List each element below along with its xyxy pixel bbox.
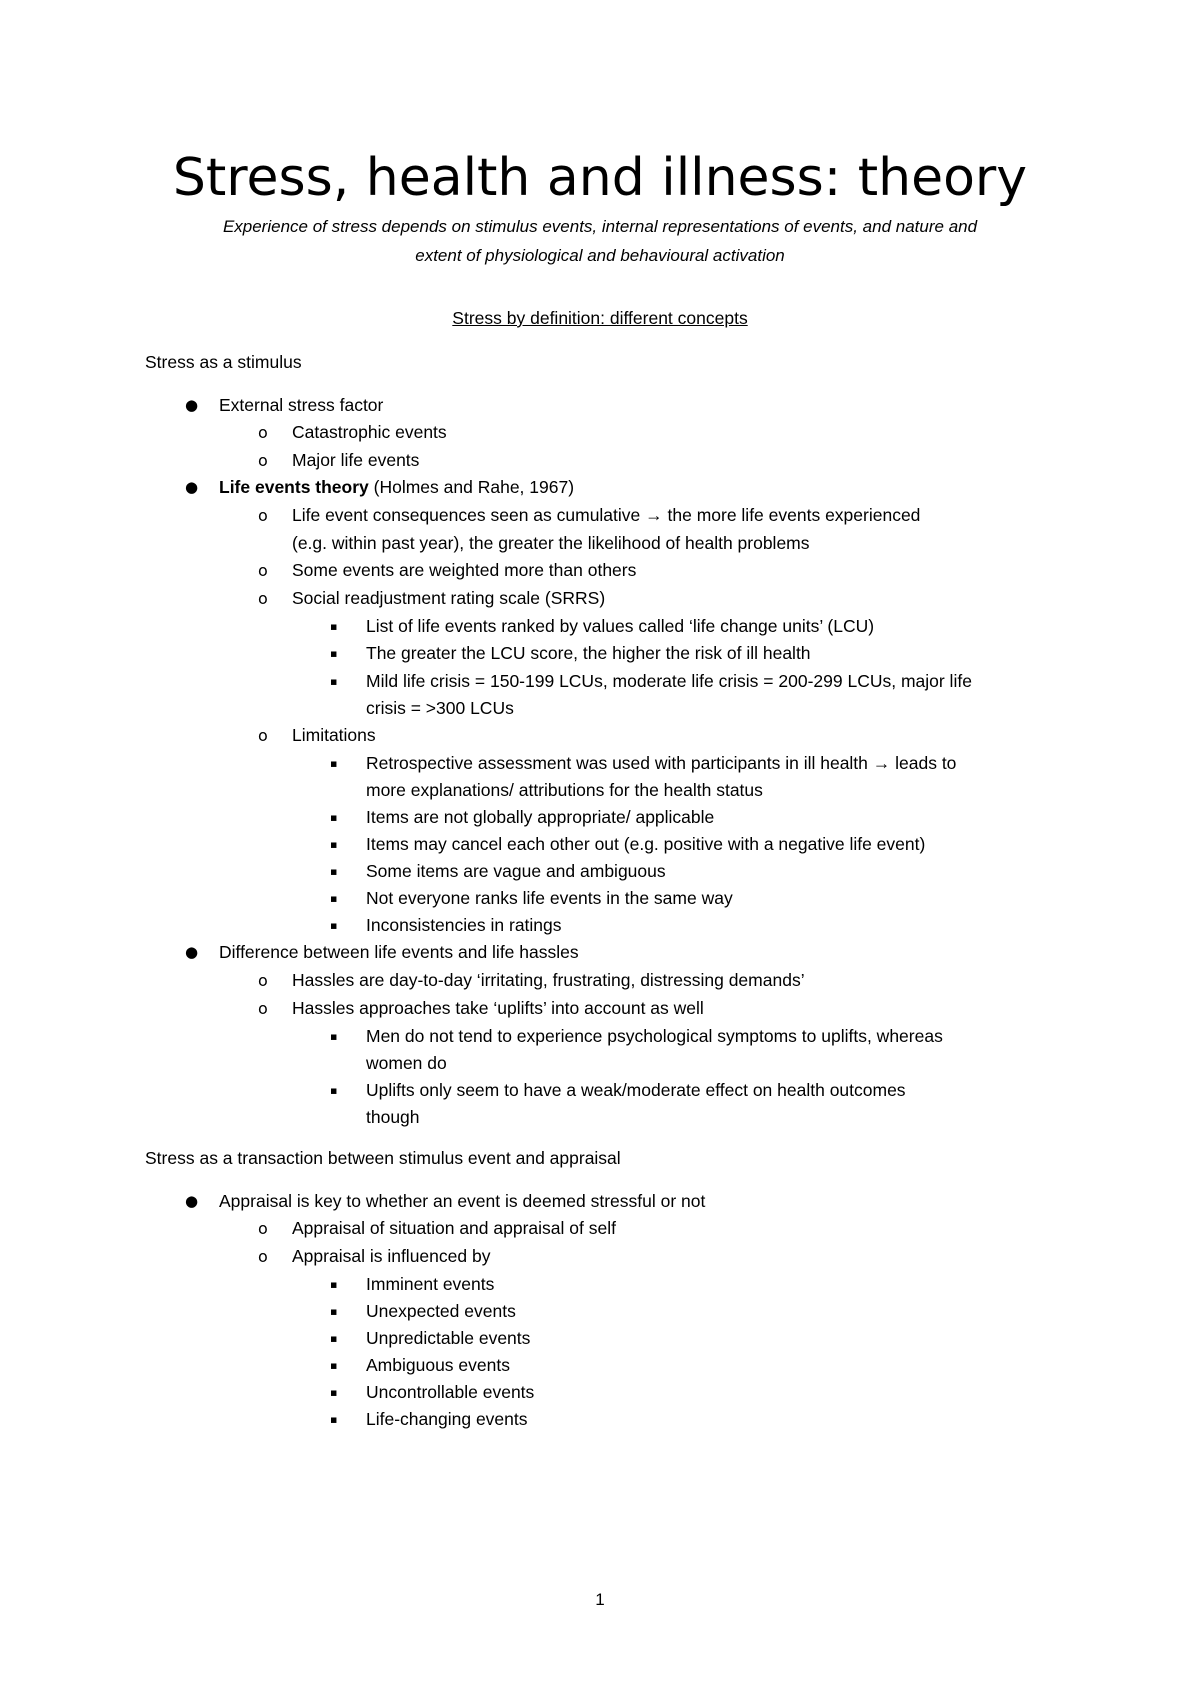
list-item-continuation: (e.g. within past year), the greater the likelihood of health problems: [292, 533, 810, 553]
list-item: Catastrophic events: [292, 422, 447, 442]
list-item: Unexpected events: [366, 1301, 516, 1321]
list-item: Ambiguous events: [366, 1355, 510, 1375]
bullet-level2-icon: o: [258, 1219, 268, 1238]
list-item: [219, 473, 574, 502]
list-item: Uplifts only seem to have a weak/moderate effect on health outcomes: [366, 1080, 906, 1100]
bullet-level2-icon: o: [258, 971, 268, 990]
list-item: Difference between life events and life hassles: [219, 942, 579, 962]
list-item: Major life events: [292, 450, 420, 470]
list-item: Hassles are day-to-day ‘irritating, frustrating, distressing demands’: [292, 970, 805, 990]
list-item-continuation: crisis = >300 LCUs: [366, 698, 514, 718]
bullet-level2-icon: o: [258, 726, 268, 745]
bullet-level1-icon: ●: [185, 478, 199, 496]
section-heading: Stress by definition: different concepts: [452, 308, 748, 328]
bullet-level3-icon: ▪: [330, 1386, 338, 1399]
list-item: External stress factor: [219, 395, 384, 415]
bold-term: Life events theory: [219, 477, 369, 497]
bullet-level3-icon: ▪: [330, 675, 338, 688]
bullet-level3-icon: ▪: [330, 1278, 338, 1291]
bullet-level3-icon: ▪: [330, 919, 338, 932]
list-item: Life-changing events: [366, 1409, 528, 1429]
bullet-level2-icon: o: [258, 561, 268, 580]
list-item: Men do not tend to experience psychological symptoms to uplifts, whereas: [366, 1026, 943, 1046]
bullet-level3-icon: ▪: [330, 1359, 338, 1372]
page-number: 1: [595, 1590, 605, 1609]
list-item: Retrospective assessment was used with participants in ill health → leads to: [366, 753, 957, 773]
bullet-level3-icon: ▪: [330, 1030, 338, 1043]
list-item: Unpredictable events: [366, 1328, 531, 1348]
list-item: Appraisal is influenced by: [292, 1246, 491, 1266]
bullet-level1-icon: ●: [185, 1192, 199, 1210]
list-item: Social readjustment rating scale (SRRS): [292, 588, 606, 608]
list-item: Imminent events: [366, 1274, 495, 1294]
list-item: Inconsistencies in ratings: [366, 915, 562, 935]
list-item-continuation: though: [366, 1107, 420, 1127]
bullet-level3-icon: ▪: [330, 811, 338, 824]
subtitle-line: extent of physiological and behavioural activation: [415, 246, 785, 265]
list-item: List of life events ranked by values called ‘life change units’ (LCU): [366, 616, 875, 636]
bullet-level3-icon: ▪: [330, 1084, 338, 1097]
bullet-level2-icon: o: [258, 423, 268, 442]
bullet-level3-icon: ▪: [330, 865, 338, 878]
list-item: Items are not globally appropriate/ applicable: [366, 807, 715, 827]
list-item-continuation: women do: [366, 1053, 447, 1073]
list-item: Items may cancel each other out (e.g. positive with a negative life event): [366, 834, 926, 854]
bullet-level3-icon: ▪: [330, 757, 338, 770]
bullet-level2-icon: o: [258, 999, 268, 1018]
subtitle-line: Experience of stress depends on stimulus events, internal representations of events, and nature and: [222, 217, 978, 236]
bullet-level2-icon: o: [258, 1247, 268, 1266]
citation: (Holmes and Rahe, 1967): [368, 477, 575, 497]
subsection-heading: Stress as a stimulus: [145, 352, 302, 372]
list-item: Life event consequences seen as cumulative → the more life events experienced: [292, 505, 921, 525]
bullet-level2-icon: o: [258, 451, 268, 470]
bullet-level1-icon: ●: [185, 943, 199, 961]
bullet-level2-icon: o: [258, 506, 268, 525]
list-item: Mild life crisis = 150-199 LCUs, moderate life crisis = 200-299 LCUs, major life: [366, 671, 972, 691]
list-item: Limitations: [292, 725, 376, 745]
list-item: Appraisal of situation and appraisal of self: [292, 1218, 616, 1238]
subsection-heading: Stress as a transaction between stimulus event and appraisal: [145, 1148, 621, 1168]
list-item: Not everyone ranks life events in the same way: [366, 888, 733, 908]
list-item: Uncontrollable events: [366, 1382, 535, 1402]
bullet-level3-icon: ▪: [330, 892, 338, 905]
page-subtitle: [150, 212, 1050, 270]
bullet-level3-icon: ▪: [330, 1413, 338, 1426]
list-item: The greater the LCU score, the higher the risk of ill health: [366, 643, 811, 663]
bullet-level3-icon: ▪: [330, 838, 338, 851]
page-title: Stress, health and illness: theory: [172, 148, 1028, 208]
bullet-level1-icon: ●: [185, 396, 199, 414]
bullet-level3-icon: ▪: [330, 1305, 338, 1318]
list-item-continuation: more explanations/ attributions for the health status: [366, 780, 763, 800]
bullet-level3-icon: ▪: [330, 620, 338, 633]
list-item: Hassles approaches take ‘uplifts’ into account as well: [292, 998, 704, 1018]
bullet-level3-icon: ▪: [330, 647, 338, 660]
bullet-level3-icon: ▪: [330, 1332, 338, 1345]
list-item: Some items are vague and ambiguous: [366, 861, 666, 881]
bullet-level2-icon: o: [258, 589, 268, 608]
list-item: Appraisal is key to whether an event is deemed stressful or not: [219, 1191, 706, 1211]
list-item: Some events are weighted more than others: [292, 560, 637, 580]
